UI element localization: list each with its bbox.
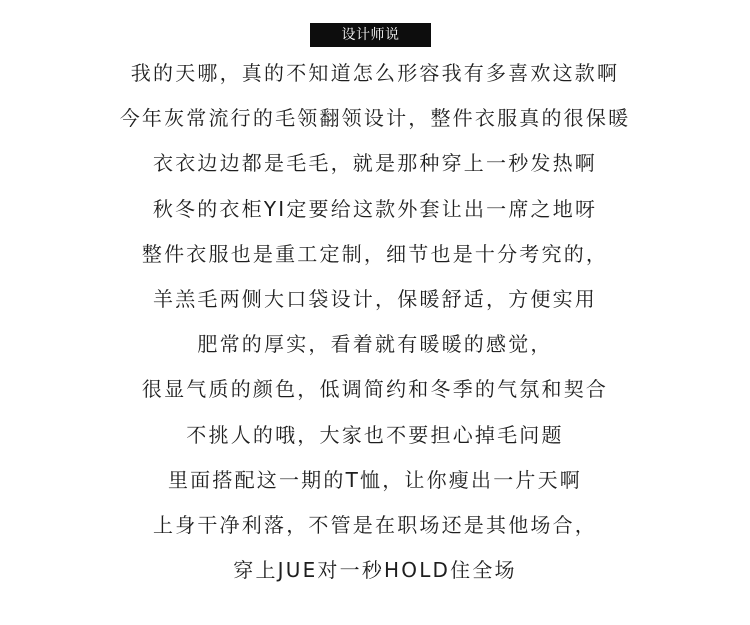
description-line: 整件衣服也是重工定制，细节也是十分考究的， [141,241,609,266]
description-line: 里面搭配这一期的T恤，让你瘦出一片天啊 [167,467,583,492]
section-title-badge: 设计师说 [310,23,431,47]
description-line: 不挑人的哦，大家也不要担心掉毛问题 [186,422,564,447]
description-line: 秋冬的衣柜YI定要给这款外套让出一席之地呀 [152,196,598,221]
description-line: 很显气质的颜色，低调简约和冬季的气氛和契合 [141,377,609,402]
description-line: 衣衣边边都是毛毛，就是那种穿上一秒发热啊 [153,151,597,176]
description-line: 穿上JUE对一秒HOLD住全场 [233,558,517,583]
description-line: 肥常的厚实，看着就有暖暖的感觉， [197,332,553,357]
description-line: 今年灰常流行的毛领翻领设计，整件衣服真的很保暖 [119,106,631,131]
description-line: 我的天哪，真的不知道怎么形容我有多喜欢这款啊 [130,61,620,85]
description-line: 羊羔毛两侧大口袋设计，保暖舒适，方便实用 [153,286,597,311]
description-text-block [0,56,750,598]
description-line: 上身干净利落，不管是在职场还是其他场合， [153,512,597,537]
